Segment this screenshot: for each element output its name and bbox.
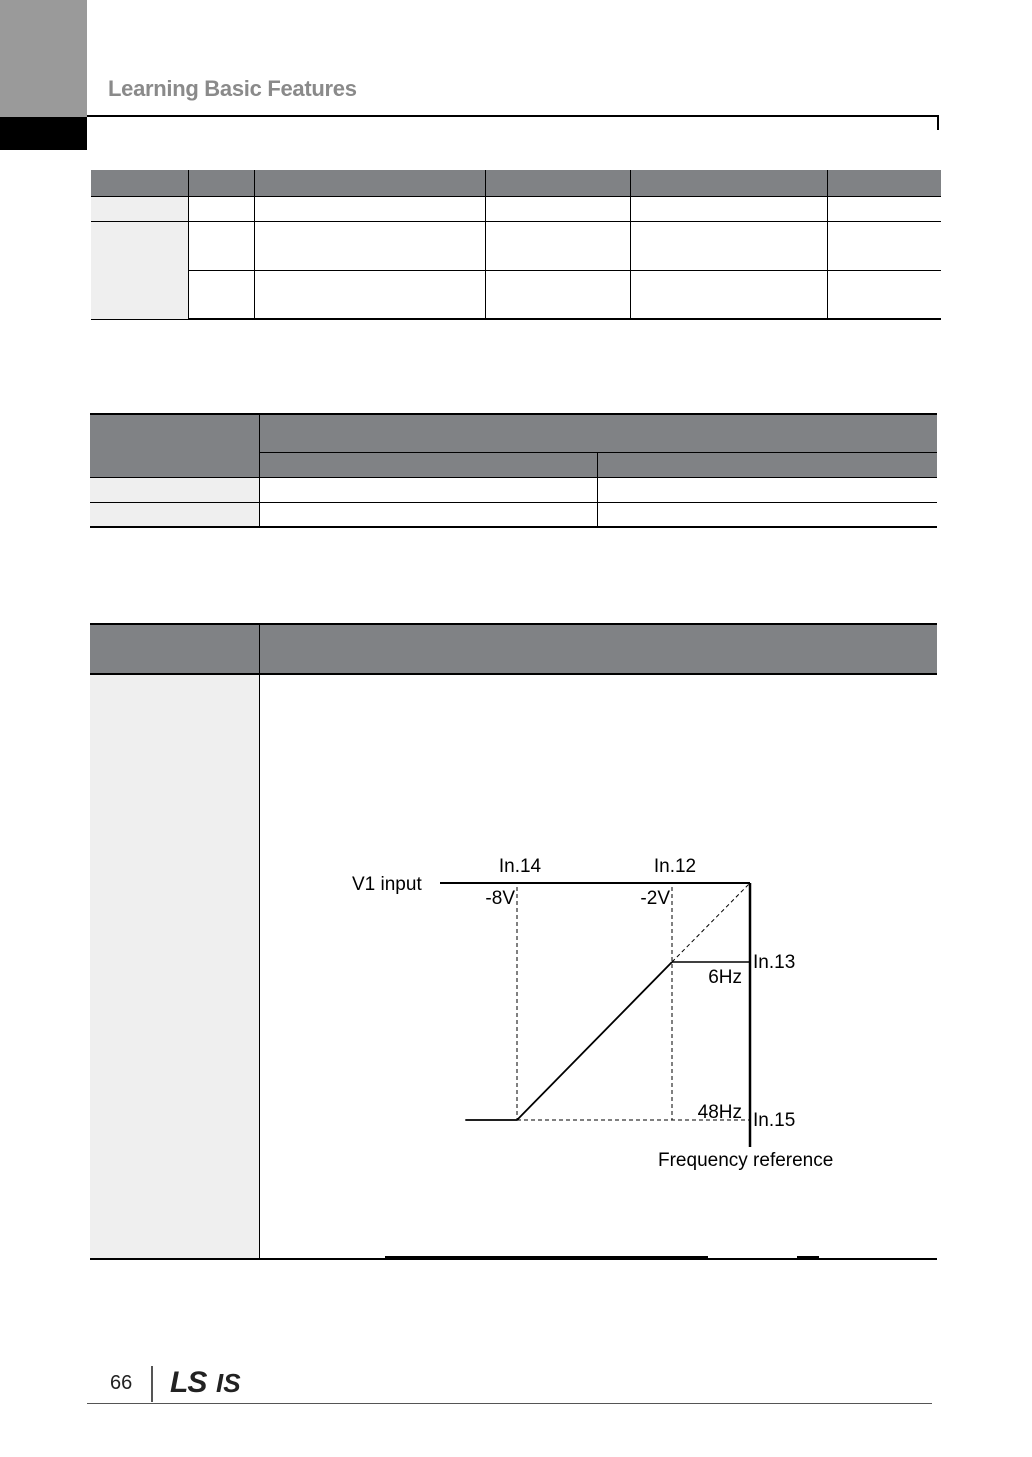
x-ref-parameter-label: In.14 (498, 856, 542, 877)
y-ref-value-label: 6Hz (708, 967, 742, 988)
y-axis-label: Frequency reference (658, 1150, 834, 1171)
y-ref-parameter-label: In.13 (753, 952, 796, 973)
svg-text:IS: IS (216, 1368, 241, 1398)
x-ref-parameter-label: In.12 (653, 856, 697, 877)
extension-dashed-line (672, 883, 750, 962)
svg-text:LS: LS (170, 1366, 207, 1398)
cut-bar-small (797, 1256, 819, 1260)
y-ref-parameter-label: In.15 (753, 1110, 796, 1131)
x-ref-value-label: -8V (485, 888, 515, 909)
x-axis-label: V1 input (352, 874, 422, 895)
page-number: 66 (110, 1372, 133, 1394)
lsis-logo (170, 1364, 260, 1398)
footer-rule (87, 1403, 932, 1404)
series-line (465, 962, 672, 1120)
cut-bar (385, 1256, 708, 1260)
x-ref-value-label: -2V (640, 888, 670, 909)
y-ref-value-label: 48Hz (697, 1102, 742, 1123)
section-title: Learning Basic Features (108, 76, 357, 101)
footer-separator (151, 1366, 153, 1402)
